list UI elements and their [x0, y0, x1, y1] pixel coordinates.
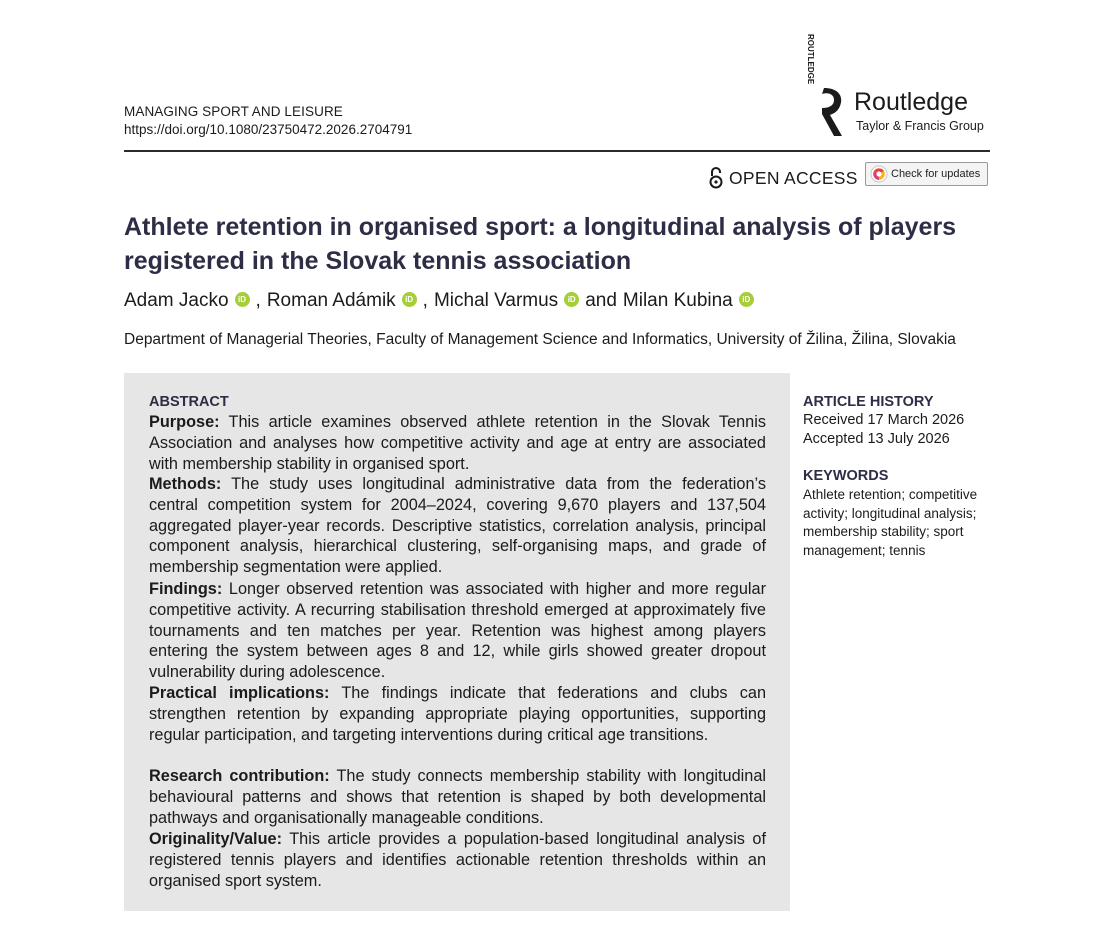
article-history-heading: ARTICLE HISTORY: [803, 394, 934, 410]
section-label: Originality/Value:: [149, 830, 283, 848]
section-label: Practical implications:: [149, 684, 330, 702]
abstract-contribution: [149, 766, 766, 828]
author-name: Adam Jacko: [124, 290, 229, 311]
author-separator: ,: [255, 290, 261, 311]
abstract-implications: [149, 683, 766, 745]
doi-link[interactable]: https://doi.org/10.1080/23750472.2026.2704791: [124, 122, 413, 137]
keywords-list: Athlete retention; competitive activity; longitudinal analysis; membership stability; sport management; tennis: [803, 487, 978, 558]
section-text: The findings indicate that federations and clubs can strengthen retention by expanding appropriate playing opportunities, supporting regular participation, and targeting interventions during critical age transitions.: [149, 684, 766, 744]
publisher-subtitle: Taylor & Francis Group: [856, 119, 984, 133]
section-label: Methods:: [149, 475, 222, 493]
section-label: Findings:: [149, 580, 223, 598]
section-text: Longer observed retention was associated with higher and more regular competitive activity. A recurring stabilisation threshold emerged at approximately five tournaments and ten matches per year. Retention was highest among players entering the system between ages 8 and 12, while girls showed greater dropout vulnerability during adolescence.: [149, 580, 766, 682]
orcid-icon[interactable]: iD: [235, 292, 250, 307]
accepted-date: Accepted 13 July 2026: [803, 431, 950, 447]
affiliation: Department of Managerial Theories, Faculty of Management Science and Informatics, University of Žilina, Žilina, Slovakia: [124, 331, 956, 348]
keywords-heading: KEYWORDS: [803, 468, 889, 484]
section-text: This article provides a population-based longitudinal analysis of registered tennis players and identifies actionable retention thresholds within an organised sport system.: [149, 830, 766, 890]
section-text: The study connects membership stability with longitudinal behavioural patterns and shows that retention is shaped by both developmental pathways and organisationally manageable conditions.: [149, 767, 767, 827]
author-name: Roman Adámik: [266, 290, 396, 311]
routledge-logo-icon: [806, 34, 848, 138]
orcid-icon[interactable]: iD: [739, 292, 754, 307]
section-label: Purpose:: [149, 413, 220, 431]
abstract-purpose: [149, 412, 766, 474]
author-list: [124, 290, 760, 312]
open-access-badge: [709, 166, 858, 190]
abstract-originality: [149, 829, 766, 891]
section-text: This article examines observed athlete retention in the Slovak Tennis Association and analyses how competitive activity and age at entry are associated with membership stability in organised sport.: [149, 413, 766, 473]
open-access-label: OPEN ACCESS: [729, 167, 858, 188]
publisher-logo: [806, 34, 993, 138]
article-title: Athlete retention in organised sport: a longitudinal analysis of players registered in the Slovak tennis association: [124, 213, 957, 275]
publisher-name: Routledge: [854, 88, 968, 116]
orcid-icon[interactable]: iD: [564, 292, 579, 307]
abstract-heading: ABSTRACT: [149, 394, 229, 410]
header-divider: [124, 150, 990, 152]
check-updates-icon: [870, 165, 888, 183]
journal-name: MANAGING SPORT AND LEISURE: [124, 104, 343, 119]
check-for-updates-button[interactable]: [865, 162, 988, 186]
publisher-side-text: ROUTLEDGE: [806, 34, 815, 85]
received-date: Received 17 March 2026: [803, 412, 965, 428]
author-separator: ,: [422, 290, 428, 311]
section-label: Research contribution:: [149, 767, 330, 785]
orcid-icon[interactable]: iD: [402, 292, 417, 307]
section-text: The study uses longitudinal administrative data from the federation’s central competition system for 2004–2024, covering 9,670 players and 137,504 aggregated player-year records. Descriptive statistics, correlation analysis, principal component analysis, hierarchical clustering, self-organising maps, and grade of membership segmentation were applied.: [149, 475, 766, 577]
open-lock-icon: [709, 167, 723, 189]
author-name: Milan Kubina: [622, 290, 733, 311]
author-name: Michal Varmus: [433, 290, 559, 311]
author-separator: and: [585, 290, 617, 311]
abstract-methods: [149, 474, 766, 578]
check-updates-label: Check for updates: [891, 168, 981, 180]
abstract-findings: [149, 579, 766, 683]
